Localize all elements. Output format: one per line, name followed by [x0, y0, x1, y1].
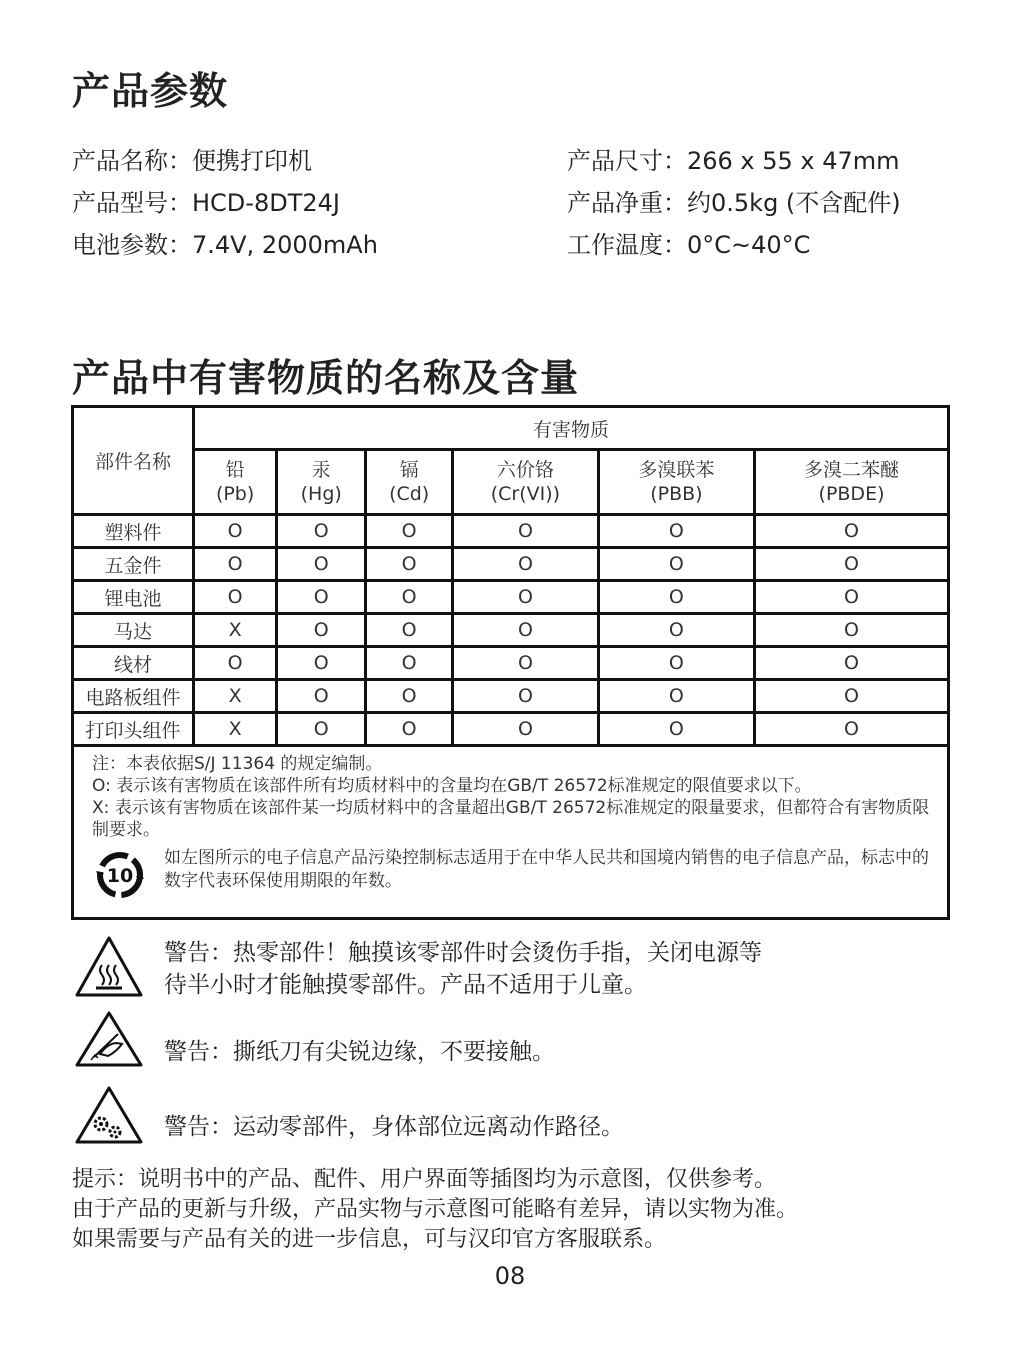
part-name-cell: 塑料件 [73, 515, 194, 548]
table-notes [73, 746, 949, 919]
warning-text-line: 警告：撕纸刀有尖锐边缘，不要接触。 [164, 1039, 555, 1065]
hot-surface-warning-icon [74, 935, 144, 999]
substance-value-cell: O [366, 647, 453, 680]
substance-name: 汞 [311, 459, 331, 481]
substance-value-cell: O [755, 614, 949, 647]
substance-value-cell: O [755, 515, 949, 548]
substance-value-cell: O [453, 680, 599, 713]
substance-value-cell: O [755, 548, 949, 581]
spec-weight: 产品净重：约0.5kg (不含配件) [567, 189, 901, 217]
substance-value-cell: O [277, 647, 366, 680]
eco-mark-block [92, 847, 939, 907]
substance-value-cell: O [598, 614, 754, 647]
substance-value-cell: O [194, 647, 277, 680]
substance-value-cell: O [453, 548, 599, 581]
substance-value-cell: O [598, 581, 754, 614]
substance-value-cell: O [598, 713, 754, 746]
substance-value-cell: O [277, 713, 366, 746]
substance-symbol: (PBB) [650, 483, 703, 505]
hot-surface-warning [74, 935, 954, 1005]
substance-header [194, 450, 277, 515]
substance-value-cell: O [453, 581, 599, 614]
substance-value-cell: X [194, 713, 277, 746]
table-row [73, 581, 949, 614]
tip-line: 如果需要与产品有关的进一步信息，可与汉印官方客服联系。 [72, 1227, 667, 1252]
note-line: 注：本表依据S/J 11364 的规定编制。 [92, 754, 383, 774]
substance-value-cell: O [366, 614, 453, 647]
note-line: X: 表示该有害物质在该部件某一均质材料中的含量超出GB/T 26572标准规定的限量要求，但都符合有害物质限制要求。 [92, 798, 930, 840]
eco-icon-number: 10 [106, 865, 134, 887]
part-name-cell: 打印头组件 [73, 713, 194, 746]
spec-operating-temp: 工作温度：0°C~40°C [567, 231, 811, 259]
substance-value-cell: O [453, 614, 599, 647]
substance-value-cell: O [366, 548, 453, 581]
substance-value-cell: O [366, 581, 453, 614]
table-row [73, 614, 949, 647]
substance-name: 铅 [225, 459, 245, 481]
substance-symbol: (Cr(VI)) [490, 483, 561, 505]
substance-symbol: (Hg) [300, 483, 342, 505]
tip-line: 由于产品的更新与升级，产品实物与示意图可能略有差异，请以实物为准。 [72, 1197, 799, 1222]
spec-dimensions: 产品尺寸：266 x 55 x 47mm [567, 147, 900, 175]
substance-value-cell: O [194, 581, 277, 614]
substance-value-cell: O [598, 515, 754, 548]
spec-list-right [567, 140, 901, 266]
environmental-protection-period-icon [94, 849, 146, 901]
substance-symbol: (PBDE) [818, 483, 885, 505]
substance-value-cell: O [453, 647, 599, 680]
tip-line: 提示：说明书中的产品、配件、用户界面等插图均为示意图，仅供参考。 [72, 1167, 777, 1192]
part-name-cell: 电路板组件 [73, 680, 194, 713]
note-line: O: 表示该有害物质在该部件所有均质材料中的含量均在GB/T 26572标准规定的限值要求以下。 [92, 776, 812, 796]
substance-header [277, 450, 366, 515]
warning-text-line: 警告：热零部件！触摸该零部件时会烫伤手指，关闭电源等 [164, 940, 762, 966]
substance-value-cell: O [277, 680, 366, 713]
tips-block [72, 1165, 798, 1255]
spec-battery: 电池参数：7.4V, 2000mAh [72, 231, 378, 259]
table-row [73, 548, 949, 581]
substance-header [598, 450, 754, 515]
table-row [73, 680, 949, 713]
substance-value-cell: O [598, 548, 754, 581]
substance-symbol: (Pb) [215, 483, 255, 505]
substance-name: 六价铬 [496, 459, 554, 481]
substance-header [453, 450, 599, 515]
substance-value-cell: O [277, 548, 366, 581]
part-name-cell: 锂电池 [73, 581, 194, 614]
part-name-header: 部件名称 [73, 407, 194, 515]
hazard-title: 产品中有害物质的名称及含量 [72, 356, 580, 400]
substance-value-cell: O [194, 515, 277, 548]
moving-parts-warning-icon [74, 1085, 144, 1145]
substance-value-cell: O [755, 581, 949, 614]
hazardous-substance-table [71, 405, 950, 920]
substance-symbol: (Cd) [389, 483, 430, 505]
substance-name: 多溴联苯 [638, 459, 715, 481]
spec-list-left [72, 140, 378, 266]
substance-group-header: 有害物质 [194, 407, 949, 450]
substance-value-cell: O [366, 680, 453, 713]
table-row [73, 713, 949, 746]
substance-value-cell: X [194, 680, 277, 713]
substance-value-cell: O [755, 713, 949, 746]
part-name-cell: 线材 [73, 647, 194, 680]
table-row [73, 515, 949, 548]
part-name-cell: 五金件 [73, 548, 194, 581]
substance-value-cell: O [277, 581, 366, 614]
eco-mark-text: 如左图所示的电子信息产品污染控制标志适用于在中华人民共和国境内销售的电子信息产品，标志中的数字代表环保使用期限的年数。 [164, 848, 929, 891]
substance-value-cell: O [277, 614, 366, 647]
substance-name: 多溴二苯醚 [804, 459, 900, 481]
moving-parts-warning [74, 1085, 954, 1145]
substance-value-cell: O [598, 680, 754, 713]
substance-value-cell: O [755, 680, 949, 713]
sharp-edge-warning [74, 1010, 954, 1070]
spec-product-model: 产品型号：HCD-8DT24J [72, 189, 340, 217]
spec-title: 产品参数 [72, 69, 229, 113]
substance-value-cell: O [277, 515, 366, 548]
part-name-cell: 马达 [73, 614, 194, 647]
substance-value-cell: O [366, 515, 453, 548]
substance-name: 镉 [399, 459, 419, 481]
sharp-edge-warning-icon [74, 1010, 144, 1068]
page-number: 08 [494, 1262, 526, 1290]
substance-value-cell: O [598, 647, 754, 680]
substance-value-cell: O [755, 647, 949, 680]
table-row [73, 647, 949, 680]
substance-value-cell: O [453, 713, 599, 746]
warning-text-line: 警告：运动零部件，身体部位远离动作路径。 [164, 1114, 624, 1140]
substance-header [366, 450, 453, 515]
substance-value-cell: X [194, 614, 277, 647]
substance-value-cell: O [453, 515, 599, 548]
substance-value-cell: O [366, 713, 453, 746]
warning-text-line: 待半小时才能触摸零部件。产品不适用于儿童。 [164, 972, 647, 998]
substance-value-cell: O [194, 548, 277, 581]
spec-product-name: 产品名称：便携打印机 [72, 147, 312, 175]
substance-header [755, 450, 949, 515]
